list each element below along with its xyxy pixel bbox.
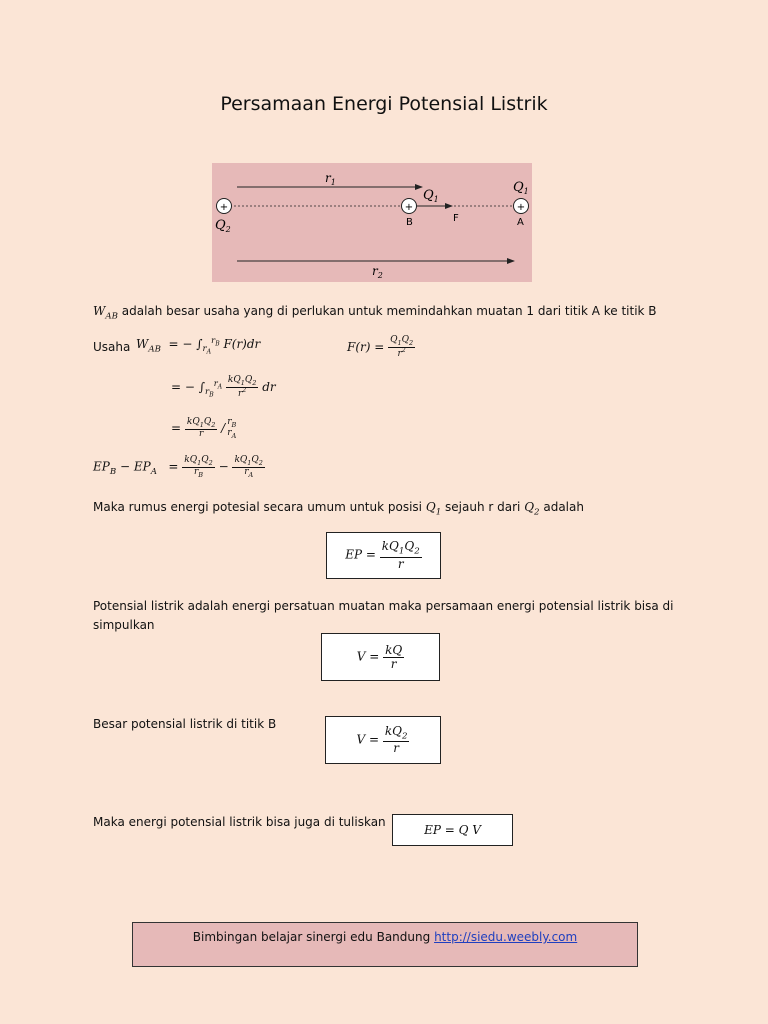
r2-sub: 2 bbox=[377, 271, 383, 280]
svg-text:r1 bbox=[325, 171, 336, 187]
work-equation-1: $W_{AB}$ = − $\int_{r_A}^{r_B}$ F(r)dr bbox=[136, 335, 261, 357]
r1-sub: 1 bbox=[330, 178, 336, 187]
q2-sub: 2 bbox=[225, 225, 231, 234]
svg-text:r2 bbox=[372, 264, 383, 280]
force-label: F bbox=[453, 213, 459, 224]
diagram-svg bbox=[212, 163, 532, 282]
sentence-part-1: Maka rumus energi potesial secara umum untuk posisi bbox=[93, 500, 423, 514]
usaha-label: Usaha bbox=[93, 340, 131, 354]
work-equation-3: = $\frac{kQ_1Q_2}{r}$ / $r_B$ $r_A$ bbox=[171, 417, 237, 440]
footer-text: Bimbingan belajar sinergi edu Bandung bbox=[192, 930, 431, 944]
vb-formula: V = $\frac{kQ_2}{r}$ bbox=[356, 723, 408, 756]
page-title: Persamaan Energi Potensial Listrik bbox=[220, 93, 548, 115]
point-a-label: A bbox=[517, 217, 524, 228]
sentence-part-3: adalah bbox=[543, 500, 584, 514]
formula-box-v bbox=[321, 633, 440, 681]
footer-link[interactable]: http://siedu.weebly.com bbox=[434, 930, 578, 944]
ep-formula: EP = $\frac{kQ_1Q_2}{r}$ bbox=[345, 539, 420, 571]
work-equation-2: = − $\int_{r_B}^{r_A}$ $\frac{kQ_1Q_2}{r^2}$ dr bbox=[171, 375, 276, 400]
point-b-label: B bbox=[406, 217, 413, 228]
formula-box-qv bbox=[392, 814, 513, 846]
potential-paragraph-line1: Potensial listrik adalah energi persatuan muatan maka persamaan energi potensial listrik bisa di bbox=[93, 599, 674, 613]
plus-sign-b: + bbox=[404, 202, 414, 213]
q1-right-sub: 1 bbox=[523, 187, 529, 196]
formula-box-ep bbox=[326, 532, 441, 579]
point-b-potential-text: Besar potensial listrik di titik B bbox=[93, 717, 277, 731]
sentence-part-2: sejauh r dari bbox=[445, 500, 521, 514]
svg-text:Q1 bbox=[513, 180, 529, 196]
definition-line bbox=[93, 304, 657, 321]
r2-label: r bbox=[372, 264, 378, 278]
q1-symbol: $Q_1$ bbox=[425, 500, 442, 518]
q1-sub: 1 bbox=[433, 195, 439, 204]
svg-text:Q2 bbox=[215, 218, 231, 234]
charge-diagram bbox=[212, 163, 532, 282]
force-equation: F(r) = $\frac{Q_1Q_2}{r^2}$ bbox=[347, 335, 414, 359]
alternative-formula-text: Maka energi potensial listrik bisa juga di tuliskan bbox=[93, 815, 386, 829]
q2-symbol: $Q_2$ bbox=[524, 500, 540, 518]
ep-qv-formula: EP = Q V bbox=[424, 823, 481, 837]
general-formula-sentence bbox=[93, 500, 584, 517]
v-formula: V = $\frac{kQ}{r}$ bbox=[356, 642, 403, 671]
plus-sign-a: + bbox=[516, 202, 526, 213]
formula-box-vb bbox=[325, 716, 441, 764]
q1-right-label: Q bbox=[513, 180, 524, 195]
potential-paragraph-line2: simpulkan bbox=[93, 618, 155, 632]
q1-label: Q bbox=[423, 188, 434, 203]
footer-line bbox=[133, 930, 637, 944]
plus-sign-q2: + bbox=[219, 202, 229, 213]
potential-energy-difference: $EP_B - EP_A$ = $\frac{kQ_1Q_2}{r_B}$ − $\frac{kQ_1Q_2}{r_A}$ bbox=[93, 455, 263, 479]
w-ab-symbol: $W_{AB}$ bbox=[93, 304, 118, 322]
q2-label: Q bbox=[215, 218, 226, 233]
r1-label: r bbox=[325, 171, 331, 185]
svg-text:Q1 bbox=[423, 188, 439, 204]
footer-banner bbox=[132, 922, 638, 967]
definition-text: adalah besar usaha yang di perlukan untuk memindahkan muatan 1 dari titik A ke titik B bbox=[121, 304, 657, 318]
